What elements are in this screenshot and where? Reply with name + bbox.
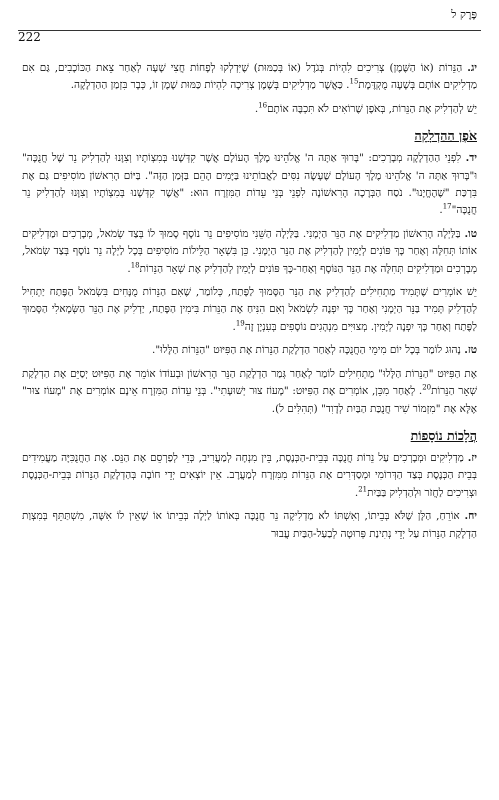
paragraph-text: מַדְלִיקִים וּמְבָרְכִים עַל נֵרוֹת חֲנֻכָּה בְּבֵית-הַכְּנֶסֶת, בֵּין מִנְחָה לְמַעֲרִיב, כְּדֵי לְפַרְסֵם אֶת הַנֵּס. אֶת הַחֲנֻכִּיָּה מַעֲמִידִים בְּבֵית הַכְּנֶסֶת בְּצַד הַדְּרוֹמִי וּמְסַדְּרִים אֶת הַנֵּרוֹת מִמִּזְרָח לְמַעֲרָב. אֵין יוֹצְאִים יְדֵי חוֹבָה בְּהַדְלָקַת הַנֵּרוֹת בְּבֵית-הַכְּנֶסֶת וּצְרִיכִים לַחֲזֹר וּלְהַדְלִיק בַּבַּיִת	[22, 451, 477, 499]
paragraph-text: אֶת הַפִּיּוּט "הַנֵּרוֹת הַלָּלוּ" מַתְחִילִים לוֹמַר לְאַחַר גְּמַר הַדְלָקַת הַנֵּר הָרִאשׁוֹן וּבְעוֹדוֹ אוֹמֵר אֶת הַפִּיּוּט יְסַיֵּם אֶת הַדְלָקַת שְׁאָר הַנֵּרוֹת	[22, 367, 477, 398]
section-heading: הֲלָכוֹת נוֹסָפוֹת	[410, 427, 477, 443]
page-number: 222	[18, 30, 41, 44]
paragraph-tail: .	[254, 102, 259, 115]
paragraph	[22, 508, 477, 543]
paragraph-tail: .	[354, 486, 359, 499]
footnote-mark: 21	[358, 485, 368, 494]
footnote-mark: 20	[422, 383, 432, 392]
footnote-mark: 19	[235, 319, 245, 328]
section-heading: אֹפֶן הַהַדְלָקָה	[414, 128, 477, 144]
paragraph	[22, 226, 477, 278]
page-header	[18, 8, 477, 44]
footnote-mark: 18	[130, 261, 140, 270]
paragraph-number: טז.	[464, 344, 477, 357]
paragraph-tail: . לְאַחַר מִכֵּן, אוֹמְרִים אֶת הַפִּיּוּט: "מָעוֹז צוּר יְשׁוּעָתִי". בְּנֵי עֵדוֹת הַמִּזְרָח אֵינָם אוֹמְרִים אֶת "מָעוֹז צוּר" אֶלָּא אֶת "מִזְמוֹר שִׁיר חֲנֻכַּת הַבַּיִת לְדָוִד" (תְּהִלִּים ל).	[22, 385, 477, 415]
paragraph	[22, 150, 477, 220]
paragraph-number: יח.	[464, 510, 477, 523]
page-body	[22, 60, 477, 792]
paragraph-number: טו.	[464, 227, 477, 240]
paragraph-text: בַּלַּיְלָה הָרִאשׁוֹן מַדְלִיקִים אֶת הַנֵּר הַיְמָנִי. בַּלַּיְלָה הַשֵּׁנִי מוֹסִיפִים נֵר נוֹסָף סָמוּךְ לוֹ בְּצַד שְׂמֹאל, מְבָרְכִים וּמַדְלִיקִים אוֹתוֹ תְּחִלָּה וְאַחַר כָּךְ פּוֹנִים לְיָמִין לְהַדְלִיק אֶת הַנֵּר הַיְמָנִי. כֵּן בִּשְׁאָר הַלֵּילוֹת מוֹסִיפִים בְּכָל לַיְלָה נֵר נוֹסָף בְּצַד שְׂמֹאל, מְבָרְכִים וּמַדְלִיקִים תְּחִלָּה אֶת הַנֵּר הַנּוֹסָף וְאַחַר-כָּךְ פּוֹנִים לְיָמִין לְהַדְלִיק אֶת שְׁאָר הַנֵּרוֹת	[22, 227, 477, 275]
paragraph-number: יז.	[467, 451, 477, 464]
paragraph-number: יד.	[465, 152, 477, 165]
paragraph-tail: . כַּאֲשֶׁר מַדְלִיקִים בְּשֶׁמֶן צְרִיכָה לִהְיוֹת כַּמּוּת שֶׁמֶן זוֹ, כְּבָר בִּזְמַן הַהַדְלָקָה.	[70, 79, 350, 92]
paragraph-text: יֵשׁ אוֹמְרִים שֶׁתָּמִיד מַתְחִילִים לְהַדְלִיק אֶת הַנֵּר הַסָּמוּךְ לַפֶּתַח, כְּלוֹמַר, שֶׁאִם הַנֵּרוֹת מֻנָּחִים בִּשְׂמֹאל הַפֶּתַח יַתְחִיל לְהַדְלִיק תָּמִיד בַּנֵּר הַיְמָנִי וְאַחַר כָּךְ יִפְנֶה לִשְׂמֹאל וְאִם הִנִּיחַ אֶת הַנֵּרוֹת בִּימִין הַפֶּתַח, יַדְלִיק אֶת הַנֵּר הַשְּׂמָאלִי הַסָּמוּךְ לַפֶּתַח וְאַחַר כָּךְ יִפְנֶה לְיָמִין. מְצוּיִּים מִנְהָגִים נוֹסָפִים בְּעִנְיָן זֶה	[22, 286, 477, 333]
paragraph-text: יֵשׁ לְהַדְלִיק אֶת הַנֵּרוֹת, בְּאֹפֶן שֶׁרוֹאִים לֹא תִּכְבֶּה אוֹתָם	[267, 102, 477, 115]
paragraph-text: נָהוּג לוֹמַר בְּכָל יוֹם מִימֵי הַחֲנֻכָּה לְאַחַר הַדְלָקַת הַנֵּרוֹת אֶת הַפִּיּוּט "הַנֵּרוֹת הַלָּלוּ".	[152, 344, 461, 357]
paragraph-text: הַנֵּרוֹת (אוֹ הַשֶּׁמֶן) צְרִיכִים לִהְיוֹת בְּגֹדֶל (אוֹ בְּכַמּוּת) שֶׁיִּדְלְקוּ לְפָחוֹת חֲצִי שָׁעָה לְאַחַר צֵאת הַכּוֹכָבִים, גַּם אִם מַדְלִיקִים אוֹתָם בְּשָׁעָה מֻקְדֶּמֶת	[22, 62, 477, 92]
header-rule	[18, 30, 481, 31]
paragraph-text: אוֹרֵחַ, הַלָּן שֶׁלֹּא בְּבֵיתוֹ, וְאִשְׁתּוֹ לֹא מַדְלִיקָה נֵר חֲנֻכָּה בְּאוֹתוֹ לַיְלָה בְּבֵיתוֹ אוֹ שֶׁאֵין לוֹ אִשָּׁה, מִשְׁתַּתֵּף בְּמִצְוַת הַדְלָקַת הַנֵּרוֹת עַל יְדֵי נְתִינַת פְּרוּטָה לְבַעַל-הַבַּיִת עֲבוּר	[22, 510, 477, 540]
paragraph	[22, 101, 477, 118]
footnote-mark: 16	[258, 101, 268, 110]
footnote-mark: 15	[349, 77, 359, 86]
paragraph-text: לִפְנֵי הַהַדְלָקָה מְבָרְכִים: "בָּרוּךְ אַתָּה ה' אֱלֹהֵינוּ מֶלֶךְ הָעוֹלָם אֲשֶׁר קִדְּשָׁנוּ בְּמִצְוֹתָיו וְצִוָּנוּ לְהַדְלִיק נֵר שֶׁל חֲנֻכָּה" וּ"בָּרוּךְ אַתָּה ה' אֱלֹהֵינוּ מֶלֶךְ הָעוֹלָם שֶׁעָשָׂה נִסִּים לַאֲבוֹתֵינוּ בַּיָּמִים הָהֵם בַּזְּמַן הַזֶּה". בַּיּוֹם הָרִאשׁוֹן מוֹסִיפִים גַּם אֶת בִּרְכַּת "שֶׁהֶחֱיָנוּ". נֹסַח הַבְּרָכָה הָרִאשׁוֹנָה לִפְנֵי בְּנֵי עֵדוֹת הַמִּזְרָח הוּא: "אֲשֶׁר קִדְּשָׁנוּ בְּמִצְוֹתָיו וְצִוָּנוּ לְהַדְלִיק נֵר חֲנֻכָּה"	[22, 152, 477, 217]
paragraph-tail: .	[232, 320, 236, 333]
paragraph-number: יג.	[467, 62, 477, 74]
paragraph-tail: .	[127, 262, 131, 275]
paragraph-tail: .	[439, 204, 443, 217]
paragraph	[22, 284, 477, 336]
paragraph	[22, 366, 477, 418]
chapter-title: פֶּרֶק ל	[451, 8, 477, 21]
paragraph	[22, 342, 477, 359]
footnote-mark: 17	[442, 202, 452, 211]
paragraph	[22, 60, 477, 95]
paragraph	[22, 450, 477, 502]
